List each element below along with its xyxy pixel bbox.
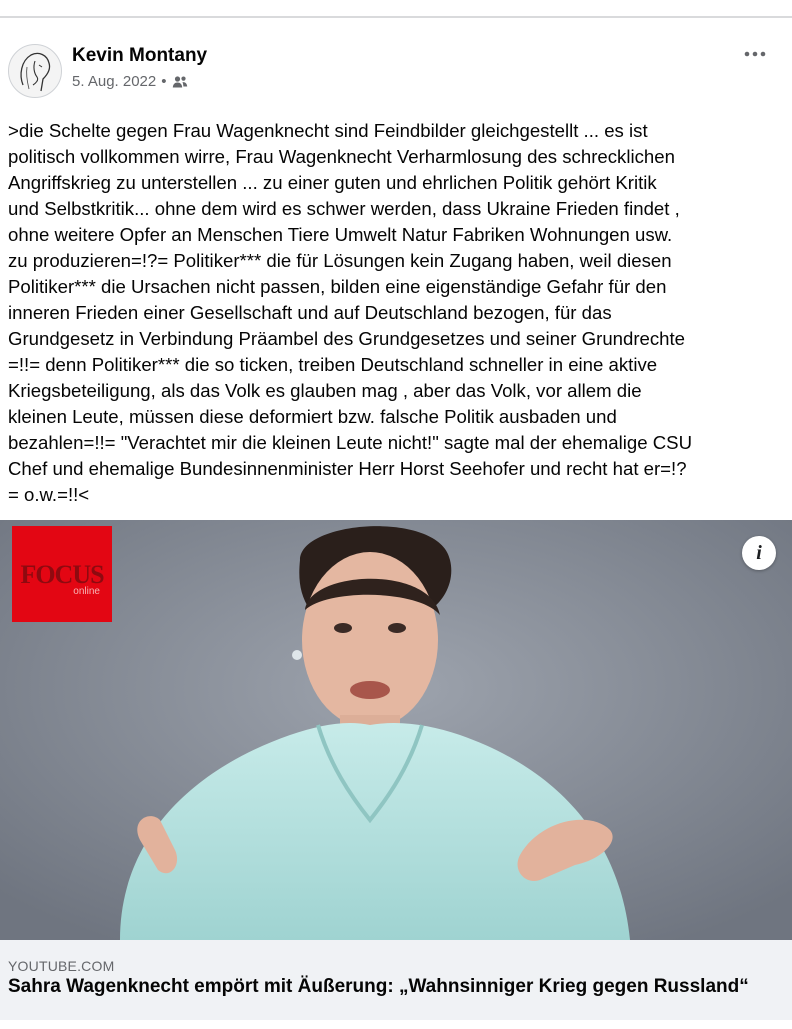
post-text: >die Schelte gegen Frau Wagenknecht sind Feindbilder gleichgestellt ... es ist politisch vollkommen wirre, Frau Wagenknecht Verharmlosung des schrecklichen Angriffskrieg zu unterstellen ... zu einer guten und ehrlichen Politik gehört Kritik und Selbstkritik... ohne dem wird es schwer werden, dass Ukraine Frieden findet , ohne weitere Opfer an Menschen Tiere Umwelt Natur Fabriken Wohnungen usw. zu produzieren=!?= Politiker*** die für Lösungen kein Zugang haben, weil diesen Politiker*** die Ursachen nicht passen, bilden eine eigenständige Gefahr für den inneren Frieden einer Gesellschaft und auf Deutschland bezogen, für das Grundgesetz in Verbindung Präambel des Grundgesetzes und seiner Grundrechte =!!= denn Politiker*** die so ticken, treiben Deutschland schneller in eine aktive Kriegsbeteiligung, als das Volk es glauben mag , aber das Volk, vor allem die kleinen Leute, müssen diese deformiert bzw. falsche Politik ausbaden und bezahlen=!!= "Verachtet mir die kleinen Leute nicht!" sagte mal der ehemalige CSU Chef und ehemalige Bundesinnenminister Herr Horst Seehofer und recht hat er=!? = o.w.=!!< <box>8 120 693 505</box>
logo-text: FOCUS <box>20 559 104 589</box>
focus-online-logo <box>12 526 112 622</box>
top-divider <box>0 16 792 18</box>
avatar[interactable] <box>8 44 62 98</box>
link-title[interactable]: Sahra Wagenknecht empört mit Äußerung: „Wahnsinniger Krieg gegen Russland“ <box>8 976 749 997</box>
post-header <box>0 40 792 100</box>
more-options-button[interactable] <box>742 46 768 62</box>
author-name[interactable]: Kevin Montany <box>72 45 208 66</box>
speaker-photo <box>0 520 792 940</box>
info-button[interactable]: i <box>742 536 776 570</box>
post-meta <box>72 73 188 90</box>
link-preview-image[interactable] <box>0 520 792 940</box>
logo-subtext: online <box>73 585 100 597</box>
link-preview-footer[interactable] <box>0 940 792 1020</box>
link-preview-card[interactable] <box>0 520 792 1020</box>
avatar-sketch-icon <box>9 45 61 97</box>
bottom-divider <box>0 1020 792 1029</box>
meta-separator: • <box>161 73 167 90</box>
link-domain: YOUTUBE.COM <box>8 958 115 974</box>
friends-icon[interactable] <box>172 75 188 89</box>
post-date[interactable]: 5. Aug. 2022 <box>72 73 157 90</box>
more-horizontal-icon <box>744 51 766 57</box>
